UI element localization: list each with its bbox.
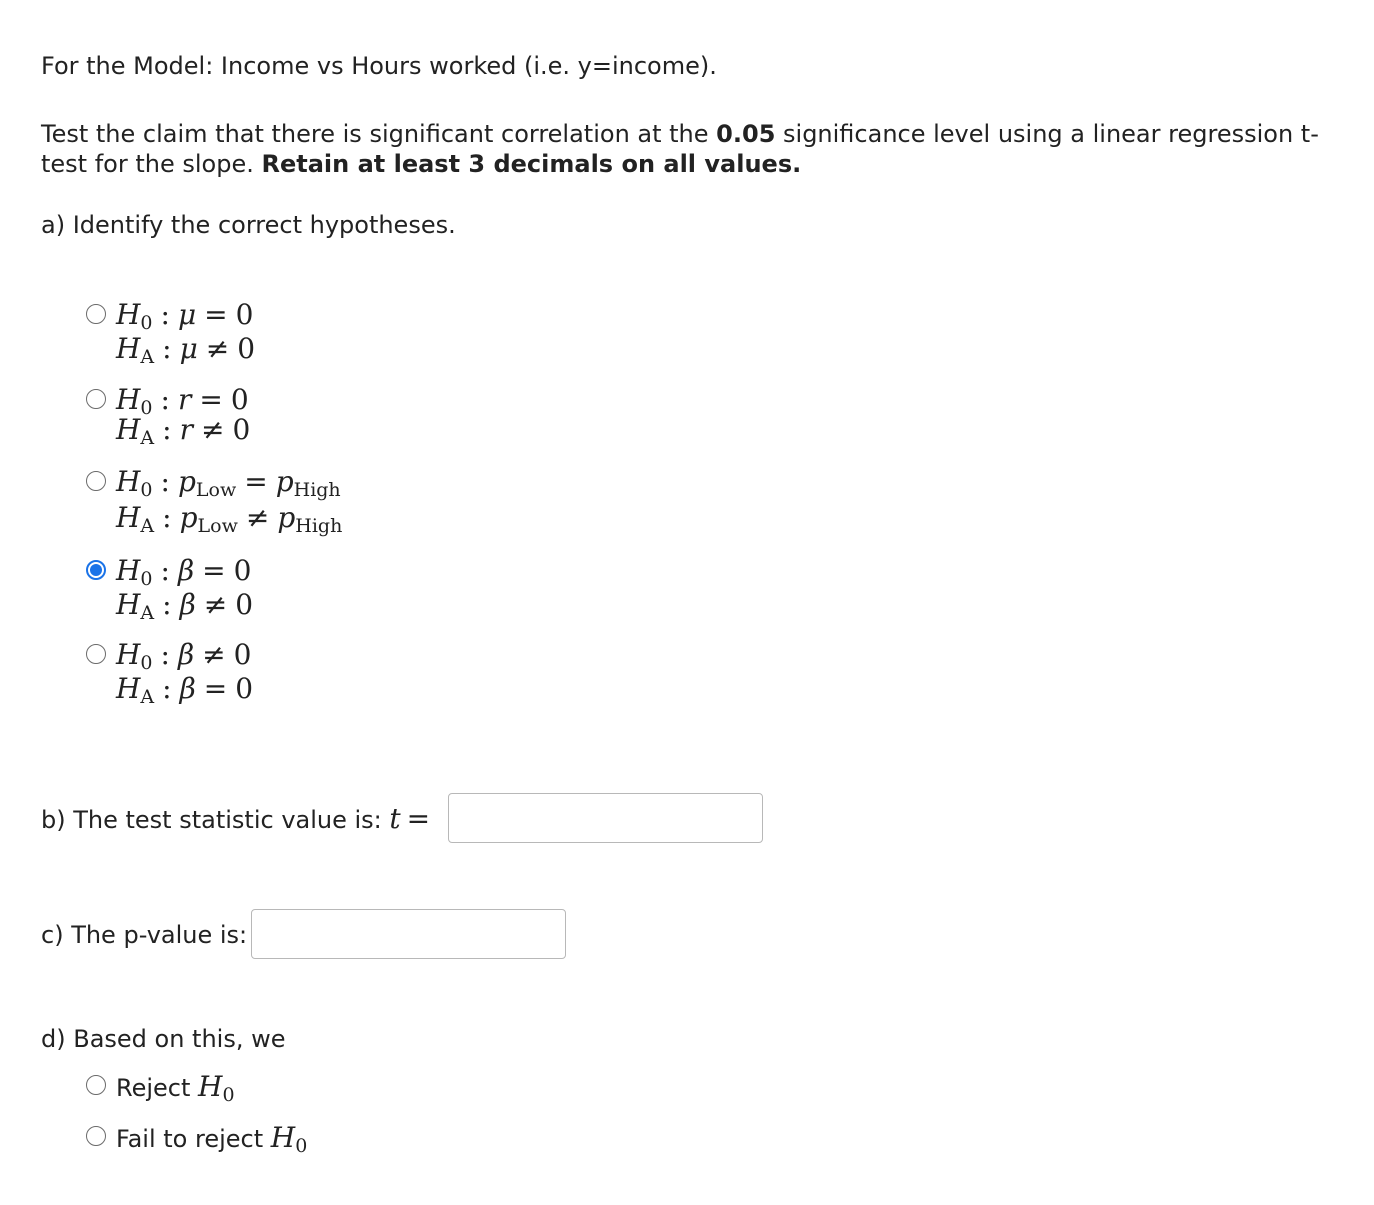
hypothesis-subscript: A (140, 686, 155, 708)
equals-sign: = (406, 802, 431, 835)
relation-operator: = (204, 298, 228, 331)
parameter: β (177, 554, 195, 587)
hypothesis-symbol: H (116, 332, 141, 365)
value-subscript: High (293, 479, 341, 501)
radio-button[interactable] (86, 1126, 106, 1146)
part-d-label: d) Based on this, we (41, 1025, 286, 1053)
significance-level: 0.05 (716, 120, 776, 148)
value: 0 (235, 298, 254, 331)
parameter-subscript: Low (197, 515, 238, 537)
alternative-hypothesis (116, 332, 255, 366)
decision-label: Fail to reject $H_0$ (116, 1121, 308, 1157)
parameter: β (177, 638, 195, 671)
colon: : (160, 298, 170, 331)
null-hypothesis (116, 638, 251, 672)
radio-button[interactable] (86, 1075, 106, 1095)
colon: : (160, 638, 170, 671)
radio-button[interactable] (86, 644, 106, 664)
value: p (277, 501, 296, 534)
null-hypothesis (116, 465, 341, 499)
colon: : (162, 332, 172, 365)
hypothesis-symbol: H (116, 383, 141, 416)
alternative-hypothesis (116, 672, 253, 706)
relation-operator: = (244, 465, 268, 498)
parameter: μ (179, 332, 198, 365)
intro-text: For the Model: Income vs Hours worked (i.e. y=income). (41, 52, 717, 80)
hypothesis-subscript: 0 (140, 312, 153, 334)
radio-button[interactable] (86, 304, 106, 324)
parameter: r (177, 383, 192, 416)
null-hypothesis (116, 554, 251, 588)
t-symbol: t (389, 802, 401, 835)
hypothesis-symbol: H (116, 638, 141, 671)
hypothesis-symbol: H (116, 588, 141, 621)
value: 0 (237, 332, 256, 365)
parameter: r (179, 413, 193, 446)
parameter: μ (177, 298, 197, 331)
parameter-subscript: Low (195, 479, 237, 501)
hypothesis-subscript: 0 (140, 568, 153, 590)
value: 0 (230, 383, 249, 416)
alternative-hypothesis (116, 413, 250, 447)
part-c-label: c) The p-value is: (41, 921, 248, 949)
colon: : (162, 413, 172, 446)
parameter: p (177, 465, 196, 498)
hypothesis-symbol: H (116, 501, 141, 534)
colon: : (162, 501, 172, 534)
colon: : (162, 672, 172, 705)
null-hypothesis (116, 383, 249, 417)
claim-text: Test the claim that there is significant correlation at the 0.05 significance level using a linear regression t-test for the slope. Retain at least 3 decimals on all values. (41, 120, 1319, 178)
alternative-hypothesis (116, 501, 342, 535)
decimals-instruction: Retain at least 3 decimals on all values. (261, 150, 802, 178)
hypothesis-symbol: H (116, 465, 141, 498)
relation-operator: ≠ (205, 332, 230, 365)
part-a-label: a) Identify the correct hypotheses. (41, 211, 456, 239)
hypothesis-subscript: 0 (140, 397, 153, 419)
hypothesis-symbol: H (116, 554, 141, 587)
colon: : (160, 383, 170, 416)
radio-button[interactable] (86, 389, 106, 409)
value-subscript: High (295, 515, 343, 537)
p-value-input[interactable] (251, 909, 566, 959)
parameter: β (179, 672, 196, 705)
parameter: β (179, 588, 196, 621)
hypothesis-subscript: A (140, 515, 155, 537)
value: 0 (233, 554, 252, 587)
colon: : (160, 554, 170, 587)
colon: : (162, 588, 172, 621)
null-hypothesis (116, 298, 253, 332)
radio-button[interactable] (86, 471, 106, 491)
hypothesis-subscript: 0 (140, 652, 153, 674)
relation-operator: = (202, 554, 226, 587)
relation-operator: ≠ (203, 588, 228, 621)
relation-operator: ≠ (200, 413, 225, 446)
relation-operator: = (203, 672, 228, 705)
value: 0 (235, 672, 254, 705)
value: 0 (235, 588, 254, 621)
hypothesis-symbol: H (116, 413, 141, 446)
relation-operator: = (199, 383, 223, 416)
value: p (275, 465, 294, 498)
hypothesis-symbol: H (116, 672, 141, 705)
alternative-hypothesis (116, 588, 253, 622)
parameter: p (179, 501, 198, 534)
colon: : (160, 465, 170, 498)
value: 0 (233, 638, 252, 671)
relation-operator: ≠ (245, 501, 270, 534)
test-statistic-input[interactable] (448, 793, 763, 843)
hypothesis-subscript: A (140, 602, 155, 624)
decision-label: Reject $H_0$ (116, 1070, 235, 1106)
hypothesis-subscript: A (140, 427, 155, 449)
part-b-label: b) The test statistic value is: t = (41, 802, 431, 835)
hypothesis-subscript: A (140, 346, 155, 368)
value: 0 (232, 413, 251, 446)
radio-button[interactable] (86, 560, 106, 580)
hypothesis-subscript: 0 (140, 479, 153, 501)
hypothesis-symbol: H (116, 298, 141, 331)
relation-operator: ≠ (202, 638, 226, 671)
